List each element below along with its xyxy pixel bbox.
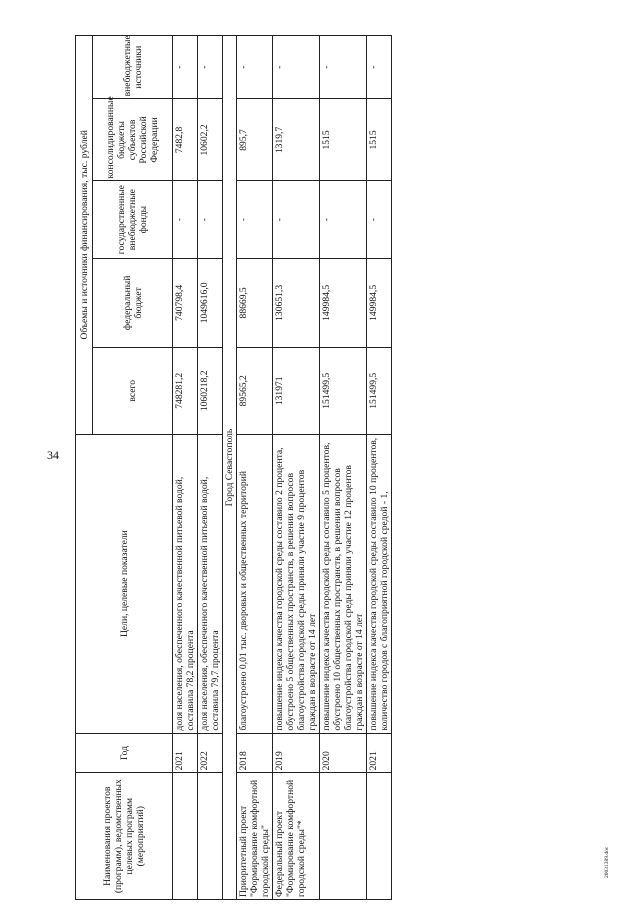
header-year: Год [76, 733, 173, 773]
cell-goals: доля населения, обеспеченного качественной питьевой водой, составила 78,2 процента [173, 434, 198, 733]
cell-project: Федеральный проект "Формирование комфортной городской среды"* [273, 773, 320, 900]
cell-total: 151499,5 [367, 347, 392, 434]
cell-year: 2018 [237, 733, 273, 773]
financing-table [75, 35, 392, 900]
cell-federal: 149984,5 [320, 258, 367, 347]
cell-consolidated: 895,7 [237, 99, 273, 181]
cell-goals: благоустроено 0,01 тыс. дворовых и общественных территорий [237, 434, 273, 733]
rotated-page-content [75, 35, 625, 900]
cell-goals: повышение индекса качества городской среды составило 2 процента, обустроено 5 общественных пространств, в решении вопросов благоустройства городской среды приняли участие 9 процентов граждан в возрасте от 14 лет [273, 434, 320, 733]
page-number: 34 [47, 448, 59, 462]
cell-year: 2020 [320, 733, 367, 773]
cell-goals: повышение индекса качества городской среды составило 10 процентов, количество городов с благоприятной городской средой - 1, [367, 434, 392, 733]
header-project: Наименования проектов (программ), ведомственных целевых программ (мероприятий) [76, 773, 173, 900]
cell-other: - [198, 36, 223, 99]
cell-project [173, 773, 198, 900]
cell-project [320, 773, 367, 900]
document-id: 20031389.doc [604, 846, 610, 878]
table-row [367, 36, 392, 900]
cell-project [367, 773, 392, 900]
header-goals: Цели, целевые показатели [76, 434, 173, 733]
cell-goals: доля населения, обеспеченного качественной питьевой водой, составила 79,7 процента [198, 434, 223, 733]
cell-offbudget: - [367, 181, 392, 258]
cell-other: - [273, 36, 320, 99]
cell-year: 2019 [273, 733, 320, 773]
cell-federal: 149984,5 [367, 258, 392, 347]
cell-project [198, 773, 223, 900]
cell-offbudget: - [173, 181, 198, 258]
cell-federal: 740798,4 [173, 258, 198, 347]
cell-federal: 1049616,0 [198, 258, 223, 347]
header-total: всего [93, 347, 173, 434]
region-heading-row [223, 36, 237, 900]
cell-federal: 130651,3 [273, 258, 320, 347]
cell-year: 2021 [367, 733, 392, 773]
table-row [320, 36, 367, 900]
cell-consolidated: 10602,2 [198, 99, 223, 181]
header-financing: Объемы и источники финансирования, тыс. рублей [76, 36, 93, 435]
cell-other: - [237, 36, 273, 99]
cell-consolidated: 1515 [367, 99, 392, 181]
table-row [237, 36, 273, 900]
header-consolidated: консолидированные бюджеты субъектов Российской Федерации [93, 99, 173, 181]
region-heading: Город Севастополь [223, 36, 237, 900]
cell-total: 131971 [273, 347, 320, 434]
cell-project: Приоритетный проект "Формирование комфортной городской среды" [237, 773, 273, 900]
cell-total: 89565,2 [237, 347, 273, 434]
cell-other: - [320, 36, 367, 99]
cell-offbudget: - [237, 181, 273, 258]
cell-other: - [173, 36, 198, 99]
cell-year: 2022 [198, 733, 223, 773]
header-other-sources: внебюджетные источники [93, 36, 173, 99]
header-federal: федеральный бюджет [93, 258, 173, 347]
cell-offbudget: - [320, 181, 367, 258]
cell-consolidated: 7482,8 [173, 99, 198, 181]
cell-total: 1060218,2 [198, 347, 223, 434]
header-offbudget-funds: государственные внебюджетные фонды [93, 181, 173, 258]
cell-offbudget: - [198, 181, 223, 258]
cell-other: - [367, 36, 392, 99]
cell-federal: 88669,5 [237, 258, 273, 347]
table-row [273, 36, 320, 900]
cell-consolidated: 1515 [320, 99, 367, 181]
cell-offbudget: - [273, 181, 320, 258]
cell-total: 151499,5 [320, 347, 367, 434]
cell-total: 748281,2 [173, 347, 198, 434]
table-row [173, 36, 198, 900]
cell-year: 2021 [173, 733, 198, 773]
cell-consolidated: 1319,7 [273, 99, 320, 181]
cell-goals: повышение индекса качества городской среды составило 5 процентов, обустроено 10 общественных пространств, в решении вопросов благоустройства городской среды приняли участие 12 процентов граждан в возрасте от 14 лет [320, 434, 367, 733]
table-row [198, 36, 223, 900]
